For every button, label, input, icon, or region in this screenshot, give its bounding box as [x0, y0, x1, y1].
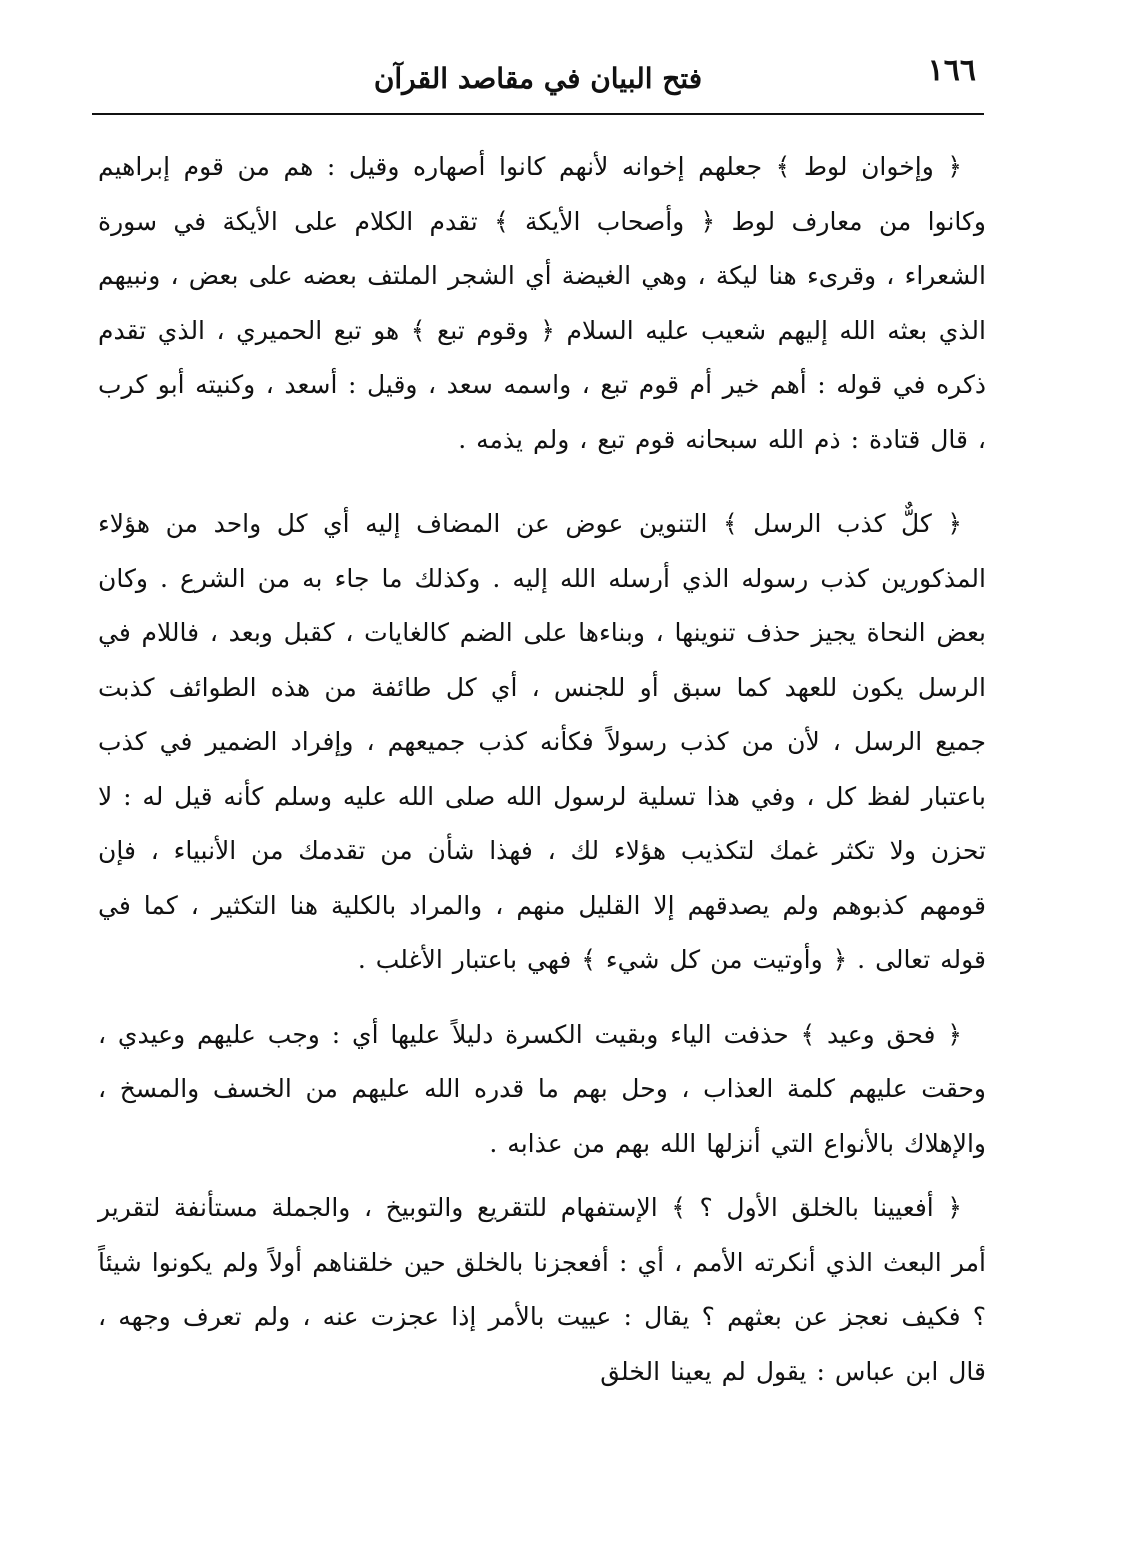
page-number: ١٦٦: [927, 53, 976, 88]
running-title: فتح البيان في مقاصد القرآن: [373, 62, 703, 95]
header-rule: [92, 113, 984, 115]
page-header: [92, 50, 984, 110]
paragraph-fahaqqa-waid: ﴿ فحق وعيد ﴾ حذفت الياء وبقيت الكسرة دليلاً عليها أي : وجب عليهم وعيدي ، وحقت عليهم كلمة العذاب ، وحل بهم ما قدره الله عليهم من الخسف والمسخ ، والإهلاك بالأنواع التي أنزلها الله بهم من عذابه .: [98, 1019, 986, 1158]
paragraph-kullun-kadhdhaba: ﴿ كلٌّ كذب الرسل ﴾ التنوين عوض عن المضاف إليه أي كل واحد من هؤلاء المذكورين كذب رسوله الذي أرسله الله إليه . وكذلك ما جاء به من الشرع . وكان بعض النحاة يجيز حذف تنوينها ، وبناءها على الضم كالغايات ، كقبل وبعد ، فاللام في الرسل يكون للعهد كما سبق أو للجنس ، أي كل طائفة من هذه الطوائف كذبت جميع الرسل ، لأن من كذب رسولاً فكأنه كذب جميعهم ، وإفراد الضمير في كذب باعتبار لفظ كل ، وفي هذا تسلية لرسول الله صلى الله عليه وسلم كأنه قيل له : لا تحزن ولا تكثر غمك لتكذيب هؤلاء لك ، فهذا شأن من تقدمك من الأنبياء ، فإن قومهم كذبوهم ولم يصدقهم إلا القليل منهم ، والمراد بالكلية هنا التكثير ، كما في قوله تعالى . ﴿ وأوتيت من كل شيء ﴾ فهي باعتبار الأغلب .: [98, 509, 986, 974]
paragraph-afayina: ﴿ أفعيينا بالخلق الأول ؟ ﴾ الإستفهام للتقريع والتوبيخ ، والجملة مستأنفة لتقرير أمر البعث الذي أنكرته الأمم ، أي : أفعجزنا بالخلق حين خلقناهم أولاً ولم يكونوا شيئاً ؟ فكيف نعجز عن بعثهم ؟ يقال : عييت بالأمر إذا عجزت عنه ، ولم تعرف وجهه ، قال ابن عباس : يقول لم يعينا الخلق: [98, 1193, 987, 1386]
paragraph-ikhwan-lut: ﴿ وإخوان لوط ﴾ جعلهم إخوانه لأنهم كانوا أصهاره وقيل : هم من قوم إبراهيم وكانوا من معارف لوط ﴿ وأصحاب الأيكة ﴾ تقدم الكلام على الأيكة في سورة الشعراء ، وقرىء هنا ليكة ، وهي الغيضة أي الشجر الملتف بعضه على بعض ، ونبيهم الذي بعثه الله إليهم شعيب عليه السلام ﴿ وقوم تبع ﴾ هو تبع الحميري ، الذي تقدم ذكره في قوله : أهم خير أم قوم تبع ، واسمه سعد ، وقيل : أسعد ، وكنيته أبو كرب ، قال قتادة : ذم الله سبحانه قوم تبع ، ولم يذمه .: [98, 152, 986, 454]
body-text: [98, 140, 986, 1399]
